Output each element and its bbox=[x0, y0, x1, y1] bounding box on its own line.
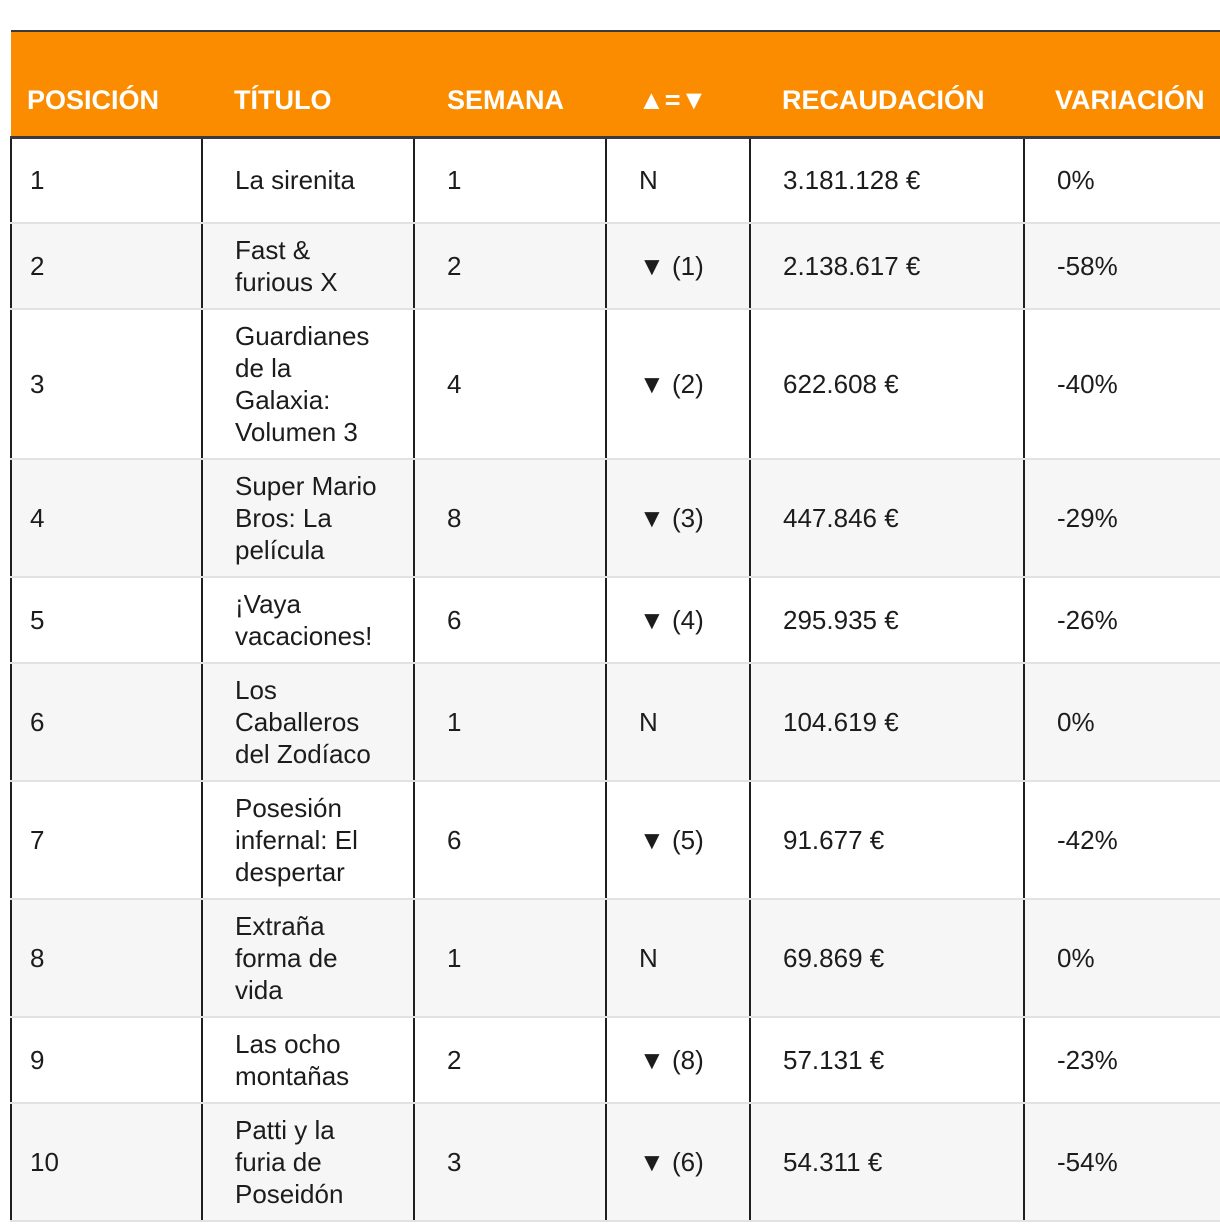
cell-week: 1 bbox=[414, 899, 606, 1017]
cell-position: 4 bbox=[11, 459, 202, 577]
cell-gross: 3.181.128 € bbox=[750, 137, 1024, 223]
cell-week: 4 bbox=[414, 309, 606, 459]
cell-gross: 69.869 € bbox=[750, 899, 1024, 1017]
cell-title: Guardianes de la Galaxia: Volumen 3 bbox=[202, 309, 414, 459]
cell-position: 1 bbox=[11, 137, 202, 223]
cell-variation: -26% bbox=[1024, 577, 1220, 663]
cell-variation: 0% bbox=[1024, 899, 1220, 1017]
cell-change: ▼ (1) bbox=[606, 223, 750, 309]
cell-week: 6 bbox=[414, 577, 606, 663]
cell-position: 3 bbox=[11, 309, 202, 459]
cell-change: ▼ (3) bbox=[606, 459, 750, 577]
header-position: POSICIÓN bbox=[11, 31, 202, 137]
cell-title: La sirenita bbox=[202, 137, 414, 223]
table-row bbox=[11, 577, 1220, 663]
cell-week: 2 bbox=[414, 223, 606, 309]
cell-week: 1 bbox=[414, 137, 606, 223]
cell-position: 10 bbox=[11, 1103, 202, 1221]
cell-gross: 447.846 € bbox=[750, 459, 1024, 577]
cell-week: 2 bbox=[414, 1017, 606, 1103]
cell-title: Los Caballeros del Zodíaco bbox=[202, 663, 414, 781]
cell-week: 1 bbox=[414, 663, 606, 781]
cell-gross: 91.677 € bbox=[750, 781, 1024, 899]
header-row bbox=[11, 31, 1220, 137]
cell-change: ▼ (5) bbox=[606, 781, 750, 899]
cell-variation: -58% bbox=[1024, 223, 1220, 309]
cell-variation: -54% bbox=[1024, 1103, 1220, 1221]
cell-title: Extraña forma de vida bbox=[202, 899, 414, 1017]
table-row bbox=[11, 1103, 1220, 1221]
cell-change: ▼ (8) bbox=[606, 1017, 750, 1103]
cell-position: 5 bbox=[11, 577, 202, 663]
header-gross: RECAUDACIÓN bbox=[750, 31, 1024, 137]
header-week: SEMANA bbox=[414, 31, 606, 137]
box-office-table-container bbox=[10, 30, 1220, 1222]
cell-position: 7 bbox=[11, 781, 202, 899]
cell-gross: 104.619 € bbox=[750, 663, 1024, 781]
header-variation: VARIACIÓN bbox=[1024, 31, 1220, 137]
cell-change: ▼ (6) bbox=[606, 1103, 750, 1221]
table-row bbox=[11, 459, 1220, 577]
cell-gross: 54.311 € bbox=[750, 1103, 1024, 1221]
cell-variation: -23% bbox=[1024, 1017, 1220, 1103]
cell-title: ¡Vaya vacaciones! bbox=[202, 577, 414, 663]
cell-gross: 2.138.617 € bbox=[750, 223, 1024, 309]
table-row bbox=[11, 309, 1220, 459]
cell-week: 6 bbox=[414, 781, 606, 899]
table-row bbox=[11, 1017, 1220, 1103]
cell-position: 6 bbox=[11, 663, 202, 781]
cell-week: 8 bbox=[414, 459, 606, 577]
cell-change: N bbox=[606, 663, 750, 781]
cell-change: N bbox=[606, 137, 750, 223]
header-change: ▲=▼ bbox=[606, 31, 750, 137]
table-row bbox=[11, 781, 1220, 899]
table-body bbox=[11, 137, 1220, 1221]
cell-title: Super Mario Bros: La película bbox=[202, 459, 414, 577]
header-title: TÍTULO bbox=[202, 31, 414, 137]
cell-variation: -29% bbox=[1024, 459, 1220, 577]
cell-change: ▼ (4) bbox=[606, 577, 750, 663]
cell-week: 3 bbox=[414, 1103, 606, 1221]
cell-title: Patti y la furia de Poseidón bbox=[202, 1103, 414, 1221]
cell-position: 9 bbox=[11, 1017, 202, 1103]
table-row bbox=[11, 663, 1220, 781]
cell-variation: 0% bbox=[1024, 663, 1220, 781]
cell-title: Las ocho montañas bbox=[202, 1017, 414, 1103]
cell-title: Posesión infernal: El despertar bbox=[202, 781, 414, 899]
cell-variation: -40% bbox=[1024, 309, 1220, 459]
table-header bbox=[11, 31, 1220, 137]
table-row bbox=[11, 223, 1220, 309]
box-office-table bbox=[10, 30, 1220, 1222]
cell-position: 8 bbox=[11, 899, 202, 1017]
table-row bbox=[11, 137, 1220, 223]
cell-change: ▼ (2) bbox=[606, 309, 750, 459]
cell-position: 2 bbox=[11, 223, 202, 309]
cell-gross: 57.131 € bbox=[750, 1017, 1024, 1103]
cell-gross: 622.608 € bbox=[750, 309, 1024, 459]
table-row bbox=[11, 899, 1220, 1017]
cell-gross: 295.935 € bbox=[750, 577, 1024, 663]
cell-variation: 0% bbox=[1024, 137, 1220, 223]
cell-variation: -42% bbox=[1024, 781, 1220, 899]
cell-title: Fast & furious X bbox=[202, 223, 414, 309]
cell-change: N bbox=[606, 899, 750, 1017]
